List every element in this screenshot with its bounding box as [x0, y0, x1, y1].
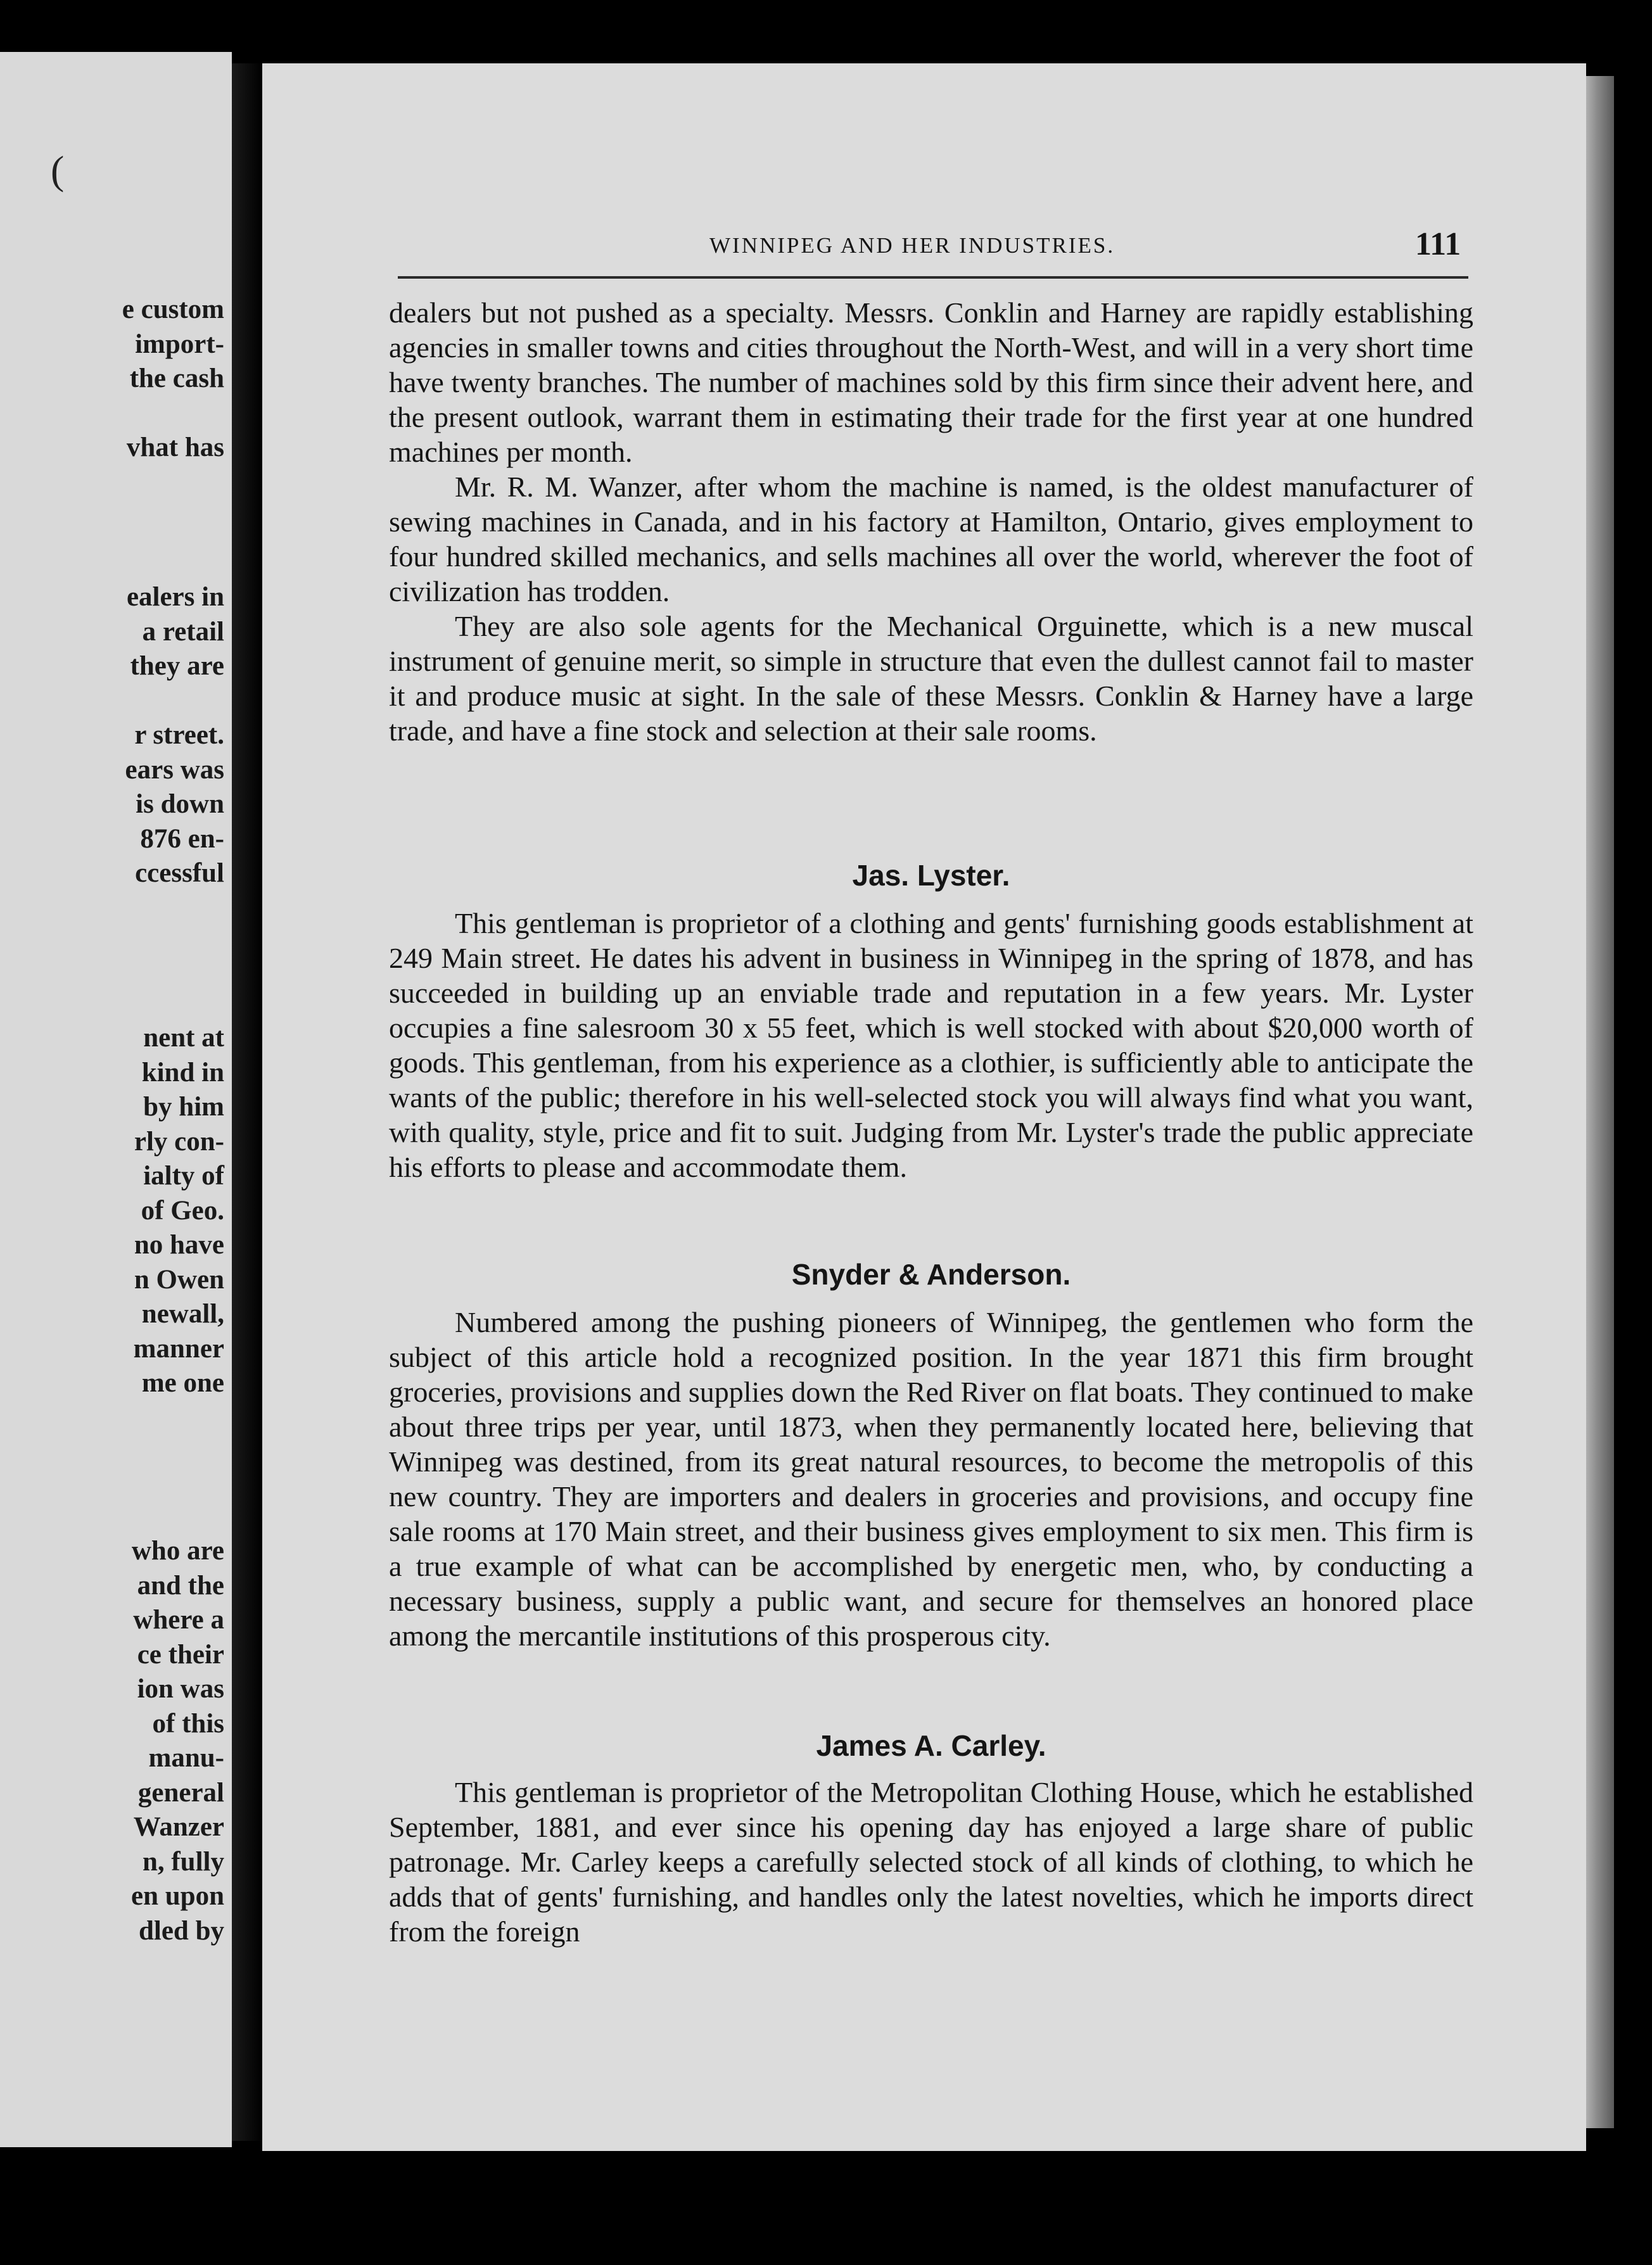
fragment-line: the cash	[129, 364, 224, 393]
fragment-line: n Owen	[134, 1264, 224, 1295]
fragment-line: who are	[131, 1536, 224, 1566]
section-body-snyder-anderson	[389, 1305, 1473, 1653]
fragment-line: ce their	[137, 1639, 224, 1670]
fragment-line: import-	[135, 329, 224, 359]
fragment-line: ccessful	[135, 858, 224, 888]
page-edge	[1586, 76, 1614, 2128]
left-page-fragments-4	[131, 1534, 224, 1948]
fragment-line: general	[137, 1777, 224, 1808]
section-body-lyster	[389, 906, 1473, 1184]
left-page-fragments-2	[125, 580, 224, 891]
fragment-line: e custom	[122, 295, 224, 324]
fragment-line: manner	[133, 1333, 224, 1364]
section-body-carley	[389, 1775, 1473, 1949]
fragment-line: they are	[130, 651, 224, 681]
paragraph: dealers but not pushed as a specialty. Messrs. Conklin and Harney are rapidly establishing agencies in smaller towns and cities throughout the North-West, and will in a very short time have twenty branches. The number of machines sold by this firm since their advent here, and the present outlook, warrant them in estimating their trade for the first year at one hundred machines per month.	[389, 296, 1473, 468]
fragment-line: me one	[141, 1368, 224, 1398]
section-heading-lyster: Jas. Lyster.	[852, 859, 1010, 892]
fragment-line: Wanzer	[133, 1812, 224, 1842]
fragment-line: n, fully	[142, 1846, 224, 1877]
paragraph: They are also sole agents for the Mechanical Orguinette, which is a new muscal instrument of genuine merit, so simple in structure that even the dullest cannot fail to master it and produce music at sight. In the sale of these Messrs. Conklin & Harney have a large trade, and have a fine stock and selection at their sale rooms.	[389, 610, 1473, 747]
page-number: 111	[1415, 226, 1461, 262]
fragment-line: of Geo.	[141, 1195, 224, 1226]
previous-page-strip	[0, 52, 232, 2147]
running-head: WINNIPEG AND HER INDUSTRIES.	[709, 233, 1115, 258]
fragment-line	[122, 397, 224, 431]
fragment-line: r street.	[134, 720, 224, 750]
section-heading-snyder-anderson: Snyder & Anderson.	[791, 1258, 1071, 1291]
fragment-line: nent at	[143, 1023, 224, 1053]
fragment-line: of this	[152, 1708, 224, 1739]
fragment-line: is down	[136, 789, 224, 819]
paragraph: This gentleman is proprietor of the Metropolitan Clothing House, which he established September, 1881, and ever since his opening day has enjoyed a large share of public patronage. Mr. Carley keeps a carefully selected stock of all kinds of clothing, to which he adds that of gents' furnishing, and handles only the latest novelties, which he imports direct from the foreign	[389, 1776, 1473, 1948]
book-gutter	[232, 63, 262, 2141]
paragraph: This gentleman is proprietor of a clothing and gents' furnishing goods establishment at 249 Main street. He dates his advent in business in Winnipeg in the spring of 1878, and has succeeded in building up an enviable trade and reputation in a few years. Mr. Lyster occupies a fine salesroom 30 x 55 feet, which is well stocked with about $20,000 worth of goods. This gentleman, from his experience as a clothier, is sufficiently able to anticipate the wants of the public; therefore in his well-selected stock you will always find what you want, with quality, style, price and fit to suit. Judging from Mr. Lyster's trade the public appreciate his efforts to please and accommodate them.	[389, 907, 1473, 1183]
page	[262, 63, 1586, 2151]
intro-text	[389, 295, 1473, 748]
paragraph: Numbered among the pushing pioneers of Winnipeg, the gentlemen who form the subject of this article hold a recognized position. In the year 1871 this firm brought groceries, provisions and supplies down the Red River on flat boats. They continued to make about three trips per year, until 1873, when they permanently located here, believing that Winnipeg was destined, from its great natural resources, to become the metropolis of this new country. They are importers and dealers in groceries and provisions, and occupy fine sale rooms at 170 Main street, and their business gives employment to six men. This firm is a true example of what can be accomplished by energetic men, who, by conducting a necessary business, supply a public want, and secure for themselves an honored place among the mercantile institutions of this prosperous city.	[389, 1306, 1473, 1652]
fragment-line: a retail	[142, 616, 224, 647]
fragment-line: ion was	[137, 1674, 224, 1704]
fragment-line: by him	[143, 1092, 224, 1122]
fragment-line: kind in	[141, 1057, 224, 1088]
fragment-line: rly con-	[134, 1126, 224, 1157]
fragment-line: newall,	[141, 1299, 224, 1329]
section-heading-carley: James A. Carley.	[816, 1729, 1046, 1762]
fragment-line	[125, 684, 224, 719]
fragment-line: manu-	[148, 1743, 224, 1773]
left-page-fragments-3	[134, 1021, 224, 1401]
fragment-line: and the	[137, 1570, 224, 1601]
fragment-line: 876 en-	[140, 823, 224, 854]
fragment-line: no have	[134, 1230, 224, 1260]
fragment-line: en upon	[131, 1881, 224, 1911]
fragment-line: ealers in	[126, 582, 224, 612]
fragment-line: ialty of	[143, 1161, 224, 1191]
margin-mark: (	[51, 148, 65, 193]
fragment-line: ears was	[125, 754, 224, 785]
header-rule	[398, 276, 1468, 279]
fragment-line: dled by	[138, 1915, 224, 1946]
fragment-line: where a	[133, 1605, 224, 1635]
paragraph: Mr. R. M. Wanzer, after whom the machine is named, is the oldest manufacturer of sewing machines in Canada, and in his factory at Hamilton, Ontario, gives employment to four hundred skilled mechanics, and sells machines all over the world, wherever the foot of civilization has trodden.	[389, 471, 1473, 607]
left-page-fragments-1	[122, 293, 224, 466]
fragment-line: vhat has	[126, 433, 224, 462]
